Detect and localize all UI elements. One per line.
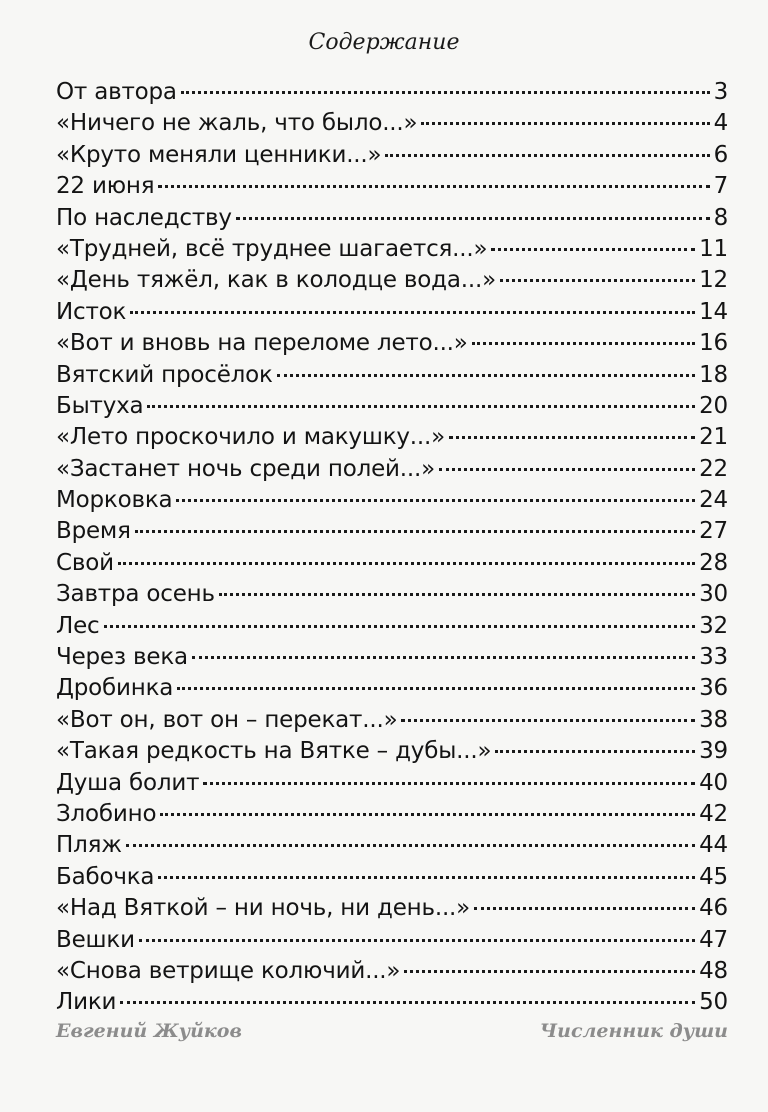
toc-entry-title: Время xyxy=(56,518,131,545)
dot-leader xyxy=(177,687,695,690)
dot-leader xyxy=(139,939,695,942)
toc-entry-page-number: 21 xyxy=(699,424,728,451)
toc-entry-page-number: 8 xyxy=(713,204,728,231)
dot-leader xyxy=(181,91,710,94)
toc-entry-page-number: 44 xyxy=(699,832,728,859)
toc-entry-title: Лес xyxy=(56,612,100,639)
toc-entry xyxy=(56,328,728,359)
toc-entry xyxy=(56,77,728,108)
toc-entry-page-number: 22 xyxy=(699,455,728,482)
toc-entry-title: «День тяжёл, как в колодце вода...» xyxy=(56,267,496,294)
dot-leader xyxy=(401,719,695,722)
dot-leader xyxy=(491,248,695,251)
footer-book-title: Численник души xyxy=(539,1020,728,1042)
toc-entry-title: «Снова ветрище колючий...» xyxy=(56,957,401,984)
dot-leader xyxy=(472,342,695,345)
toc-entry-page-number: 46 xyxy=(699,895,728,922)
toc-entry-page-number: 48 xyxy=(699,957,728,984)
toc-entry-title: От автора xyxy=(56,79,177,105)
toc-entry xyxy=(56,925,728,956)
page-footer xyxy=(56,1020,728,1042)
dot-leader xyxy=(449,436,695,439)
toc-entry xyxy=(56,516,728,547)
toc-entry xyxy=(56,705,728,736)
toc-entry xyxy=(56,830,728,861)
toc-entry-title: «Вот он, вот он – перекат...» xyxy=(56,706,398,733)
dot-leader xyxy=(176,499,695,502)
toc-entry-page-number: 36 xyxy=(699,675,728,702)
toc-entry-page-number: 7 xyxy=(713,173,728,200)
toc-list xyxy=(56,77,728,1019)
toc-entry xyxy=(56,360,728,391)
toc-entry-title: «Ничего не жаль, что было...» xyxy=(56,110,418,137)
toc-entry xyxy=(56,485,728,516)
toc-entry xyxy=(56,862,728,893)
dot-leader xyxy=(500,279,695,282)
toc-entry-page-number: 27 xyxy=(699,518,728,545)
toc-entry-title: «Вот и вновь на переломе лето...» xyxy=(56,330,468,357)
toc-entry xyxy=(56,171,728,202)
toc-entry-title: Злобино xyxy=(56,800,157,827)
dot-leader xyxy=(158,185,709,188)
toc-entry-title: «Трудней, всё труднее шагается...» xyxy=(56,235,488,262)
dot-leader xyxy=(160,813,695,816)
toc-entry-title: Исток xyxy=(56,298,127,325)
toc-entry-title: Свой xyxy=(56,549,114,576)
toc-entry xyxy=(56,736,728,767)
toc-entry xyxy=(56,454,728,485)
toc-entry-title: Дробинка xyxy=(56,675,174,702)
dot-leader xyxy=(474,907,695,910)
toc-entry xyxy=(56,673,728,704)
toc-entry xyxy=(56,642,728,673)
toc-entry-title: «Над Вяткой – ни ночь, ни день...» xyxy=(56,895,471,922)
toc-entry-page-number: 40 xyxy=(699,769,728,796)
dot-leader xyxy=(130,311,695,314)
dot-leader xyxy=(135,530,695,533)
toc-entry xyxy=(56,297,728,328)
toc-entry-page-number: 20 xyxy=(699,392,728,419)
toc-entry xyxy=(56,391,728,422)
toc-entry-title: «Лето проскочило и макушку...» xyxy=(56,424,445,451)
toc-entry-title: Бабочка xyxy=(56,863,155,890)
toc-entry xyxy=(56,203,728,234)
toc-entry-page-number: 45 xyxy=(699,863,728,890)
toc-entry-page-number: 33 xyxy=(699,644,728,671)
toc-entry xyxy=(56,579,728,610)
toc-entry-title: Пляж xyxy=(56,832,122,859)
toc-entry-title: По наследству xyxy=(56,204,232,231)
dot-leader xyxy=(192,656,695,659)
toc-entry xyxy=(56,234,728,265)
toc-entry-page-number: 24 xyxy=(699,487,728,514)
toc-entry xyxy=(56,799,728,830)
toc-entry-page-number: 16 xyxy=(699,330,728,357)
dot-leader xyxy=(126,844,695,847)
toc-entry-page-number: 4 xyxy=(713,110,728,137)
toc-entry-page-number: 30 xyxy=(699,581,728,608)
dot-leader xyxy=(404,970,695,973)
toc-entry xyxy=(56,956,728,987)
toc-entry-page-number: 18 xyxy=(699,361,728,388)
toc-entry-title: Лики xyxy=(56,989,117,1016)
toc-entry-page-number: 3 xyxy=(713,79,728,105)
toc-entry xyxy=(56,140,728,171)
toc-entry-page-number: 28 xyxy=(699,549,728,576)
toc-entry-title: Душа болит xyxy=(56,769,200,796)
toc-entry-title: Бытуха xyxy=(56,392,144,419)
toc-entry-title: «Застанет ночь среди полей...» xyxy=(56,455,435,482)
toc-entry xyxy=(56,422,728,453)
dot-leader xyxy=(439,468,695,471)
toc-entry-page-number: 38 xyxy=(699,706,728,733)
toc-heading: Содержание xyxy=(308,30,460,55)
toc-entry xyxy=(56,611,728,642)
toc-entry-page-number: 6 xyxy=(713,141,728,168)
toc-entry xyxy=(56,768,728,799)
dot-leader xyxy=(147,405,695,408)
toc-entry-page-number: 42 xyxy=(699,800,728,827)
toc-entry-page-number: 32 xyxy=(699,612,728,639)
dot-leader xyxy=(219,593,695,596)
dot-leader xyxy=(158,876,695,879)
toc-entry xyxy=(56,265,728,296)
toc-entry-title: «Такая редкость на Вятке – дубы...» xyxy=(56,738,492,765)
toc-entry xyxy=(56,548,728,579)
toc-entry-title: Вятский просёлок xyxy=(56,361,273,388)
dot-leader xyxy=(385,154,709,157)
dot-leader xyxy=(421,122,709,125)
dot-leader xyxy=(104,625,696,628)
toc-entry-page-number: 11 xyxy=(699,235,728,262)
footer-author: Евгений Жуйков xyxy=(56,1020,242,1042)
toc-entry xyxy=(56,108,728,139)
toc-entry xyxy=(56,987,728,1018)
toc-entry-title: Через века xyxy=(56,644,188,671)
toc-entry-title: Вешки xyxy=(56,926,135,953)
toc-entry xyxy=(56,893,728,924)
toc-entry-title: Завтра осень xyxy=(56,581,215,608)
dot-leader xyxy=(277,374,695,377)
dot-leader xyxy=(495,750,695,753)
toc-entry-page-number: 39 xyxy=(699,738,728,765)
toc-entry-page-number: 14 xyxy=(699,298,728,325)
toc-entry-page-number: 47 xyxy=(699,926,728,953)
dot-leader xyxy=(118,562,695,565)
dot-leader xyxy=(236,217,710,220)
toc-entry-title: 22 июня xyxy=(56,173,155,200)
toc-entry-title: Морковка xyxy=(56,487,173,514)
dot-leader xyxy=(120,1001,695,1004)
dot-leader xyxy=(203,782,695,785)
toc-entry-page-number: 50 xyxy=(699,989,728,1016)
toc-entry-title: «Круто меняли ценники...» xyxy=(56,141,382,168)
toc-entry-page-number: 12 xyxy=(699,267,728,294)
